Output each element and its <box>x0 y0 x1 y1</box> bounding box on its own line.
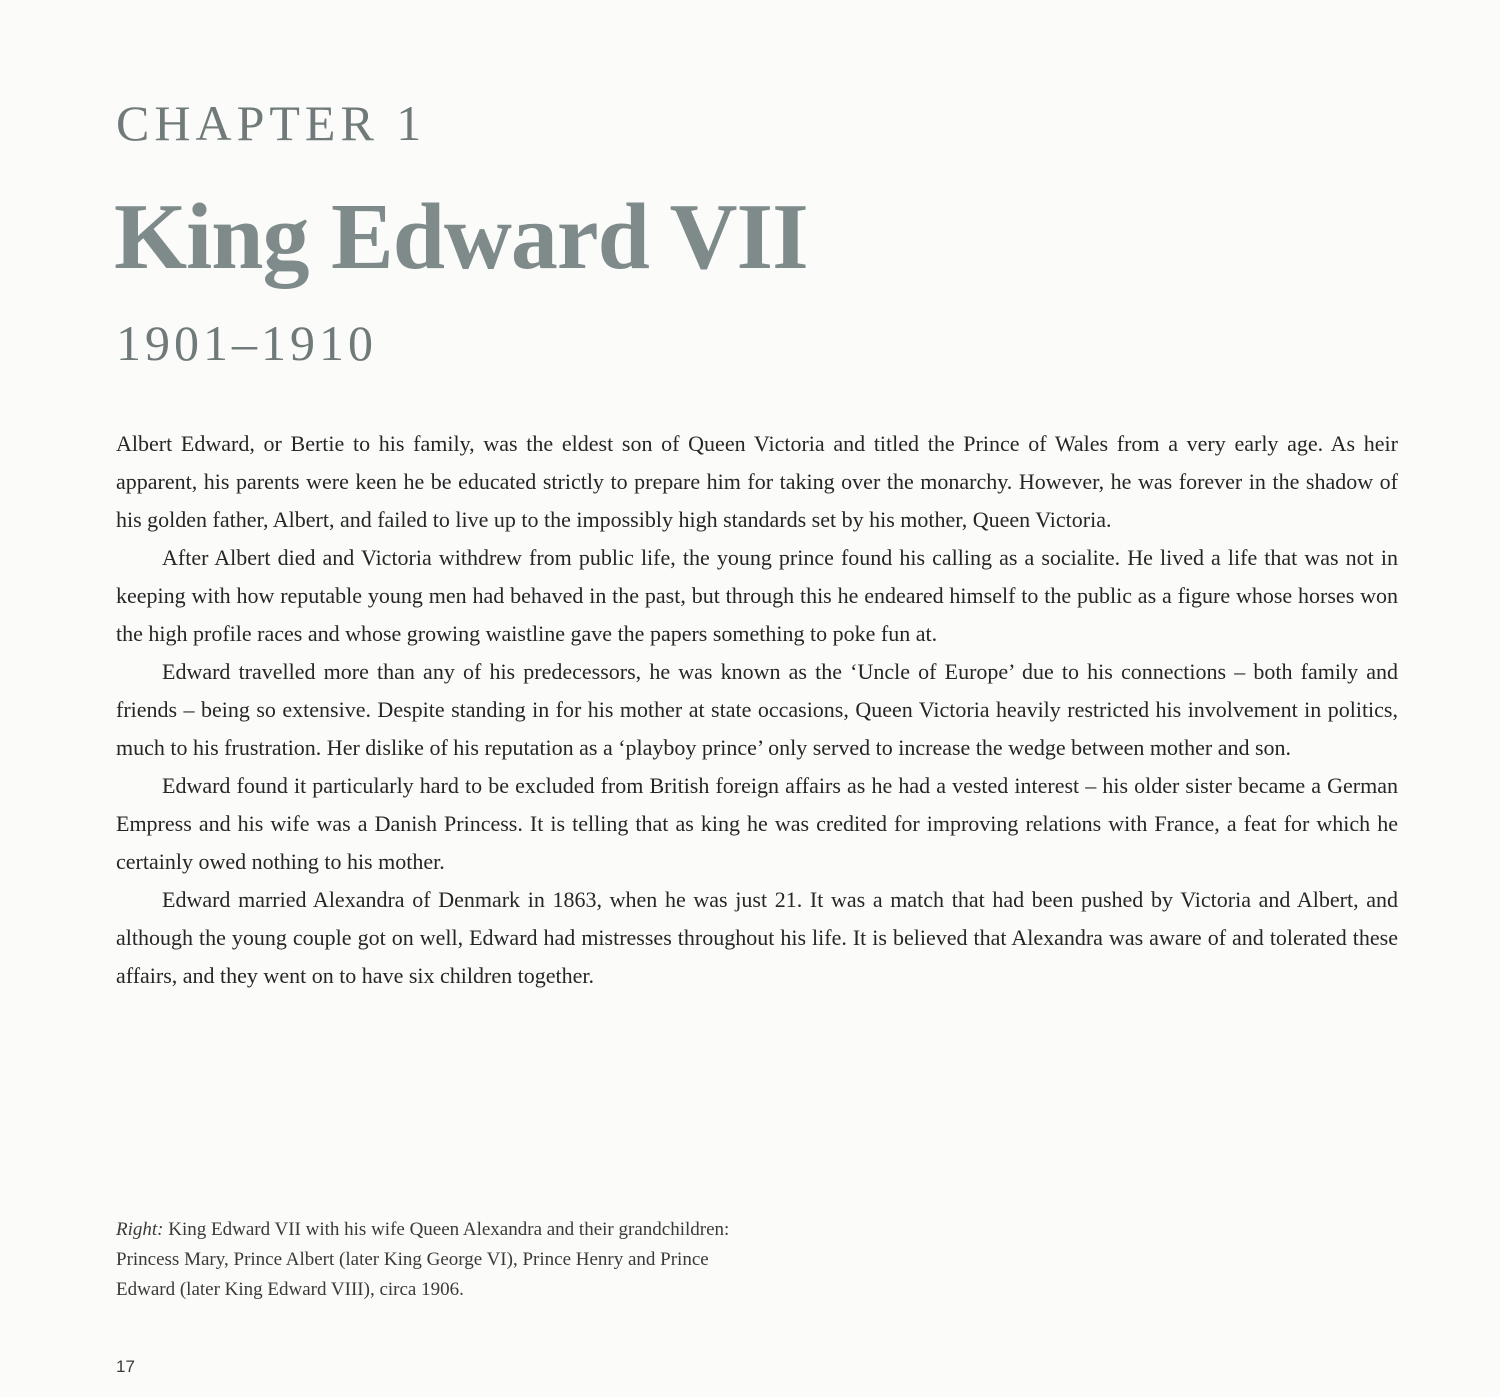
chapter-title: King Edward VII <box>114 185 808 289</box>
body-text <box>116 425 1398 995</box>
caption-lead: Right: <box>116 1219 164 1240</box>
paragraph: Edward found it particularly hard to be excluded from British foreign affairs as he had a vested interest – his older sister became a German Empress and his wife was a Danish Princess. It is telling that as king he was credited for improving relations with France, a feat for which he certainly owed nothing to his mother. <box>116 773 1398 874</box>
chapter-label: CHAPTER 1 <box>116 95 427 151</box>
image-caption <box>116 1215 756 1305</box>
chapter-years: 1901–1910 <box>116 315 377 371</box>
paragraph: After Albert died and Victoria withdrew from public life, the young prince found his calling as a socialite. He lived a life that was not in keeping with how reputable young men had behaved in the past, but through this he endeared himself to the public as a figure whose horses won the high profile races and whose growing waistline gave the papers something to poke fun at. <box>116 545 1398 646</box>
paragraph: Albert Edward, or Bertie to his family, was the eldest son of Queen Victoria and titled the Prince of Wales from a very early age. As heir apparent, his parents were keen he be educated strictly to prepare him for taking over the monarchy. However, he was forever in the shadow of his golden father, Albert, and failed to live up to the impossibly high standards set by his mother, Queen Victoria. <box>116 431 1398 532</box>
paragraph: Edward married Alexandra of Denmark in 1863, when he was just 21. It was a match that had been pushed by Victoria and Albert, and although the young couple got on well, Edward had mistresses throughout his life. It is believed that Alexandra was aware of and tolerated these affairs, and they went on to have six children together. <box>116 887 1398 988</box>
page-number: 17 <box>116 1357 135 1376</box>
caption-text: King Edward VII with his wife Queen Alexandra and their grandchildren: Princess Mary, Prince Albert (later King George VI), Prince Henry and Prince Edward (later King Edward VIII), circa 1906. <box>116 1219 730 1300</box>
paragraph: Edward travelled more than any of his predecessors, he was known as the ‘Uncle of Europe’ due to his connections – both family and friends – being so extensive. Despite standing in for his mother at state occasions, Queen Victoria heavily restricted his involvement in politics, much to his frustration. Her dislike of his reputation as a ‘playboy prince’ only served to increase the wedge between mother and son. <box>116 659 1398 760</box>
